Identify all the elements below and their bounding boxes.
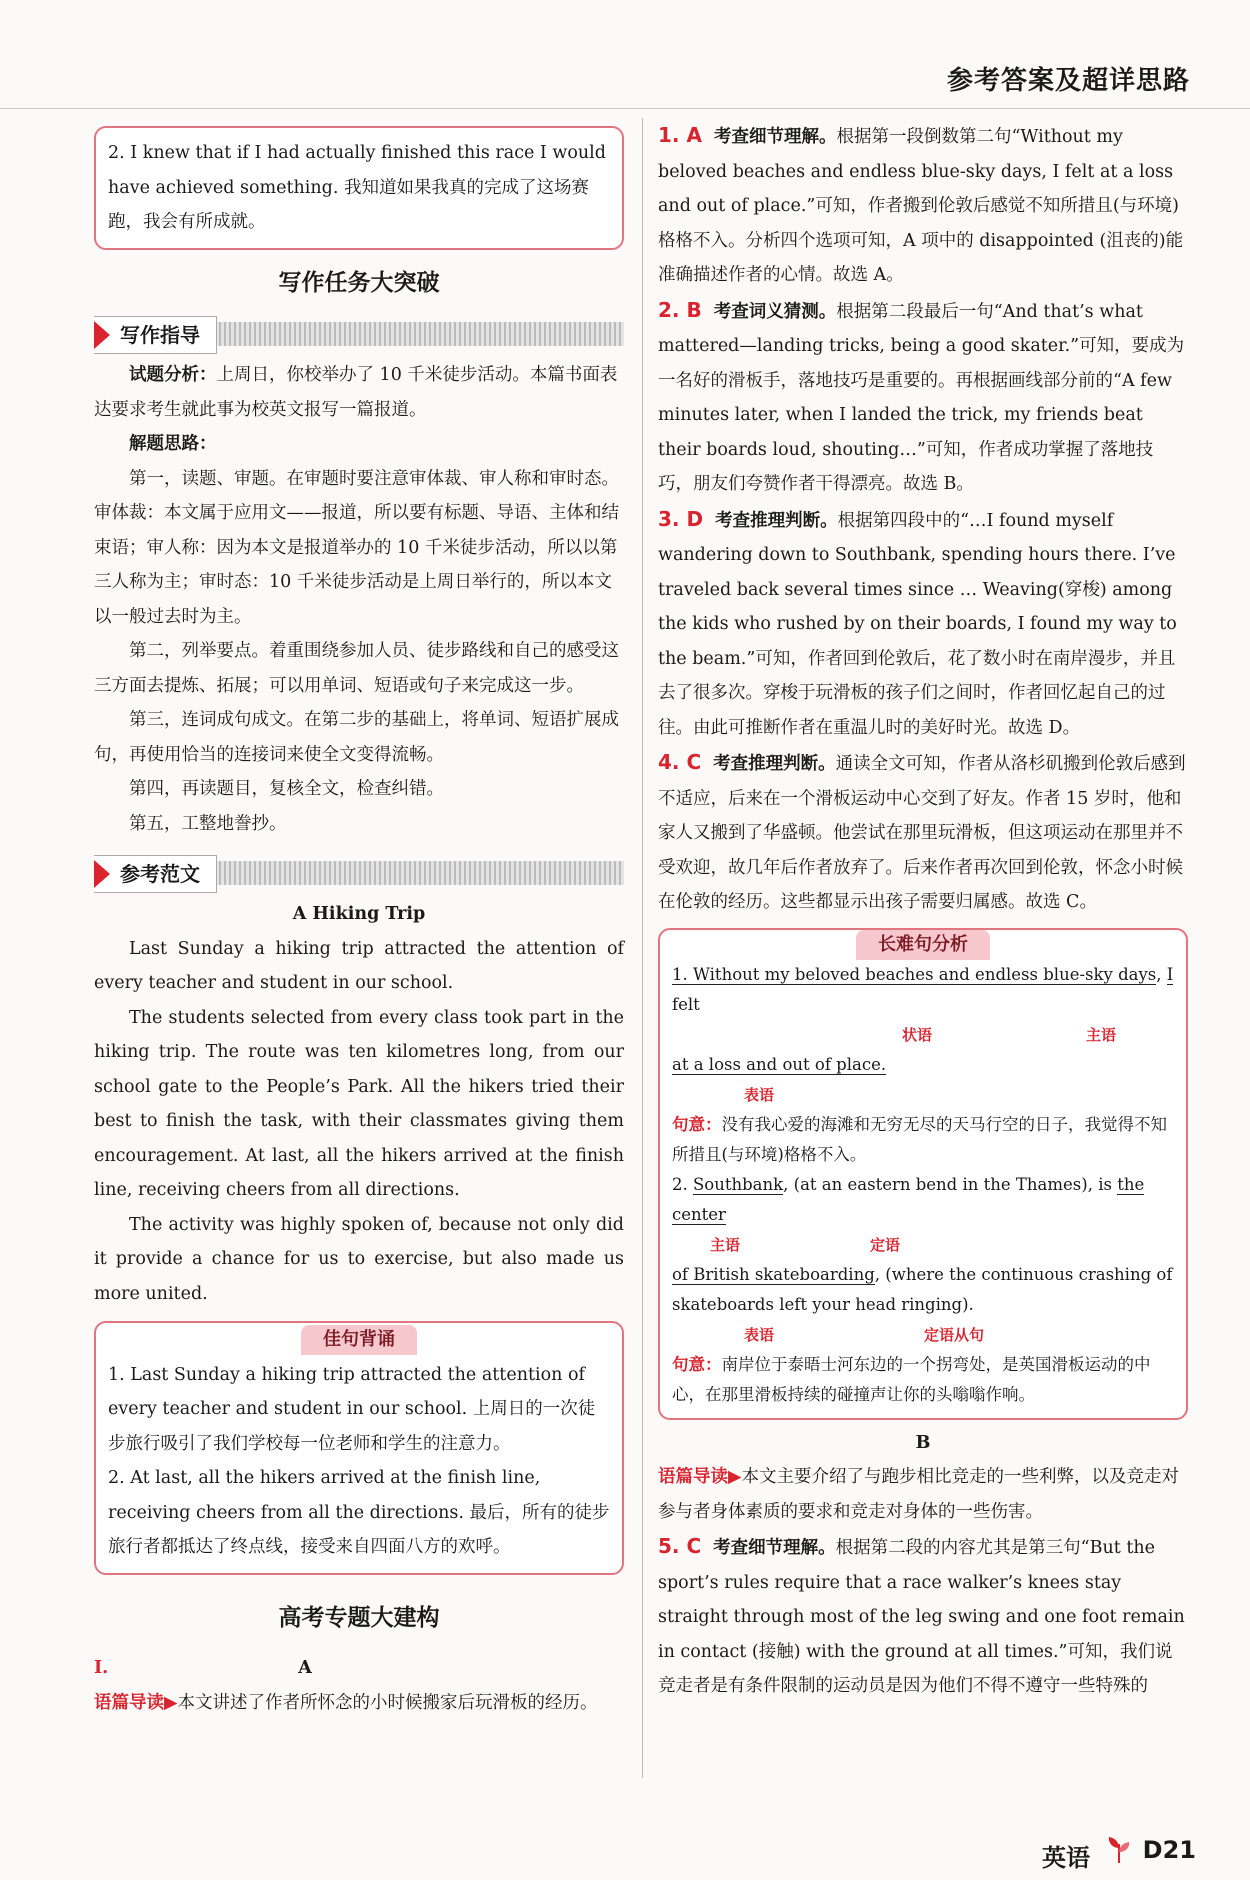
s2-ann-clause: 定语从句 bbox=[924, 1325, 985, 1344]
essay-paragraph-3: The activity was highly spoken of, because not only did it provide a chance for us to exercise, but also made us more united. bbox=[94, 1214, 624, 1304]
answer-2-tag: 考查词义猜测。 bbox=[713, 301, 837, 322]
s1-line-2 bbox=[672, 1050, 1174, 1080]
answer-3-tag: 考查推理判断。 bbox=[715, 510, 838, 531]
long-sentence-box bbox=[658, 928, 1188, 1420]
analysis-label: 试题分析： bbox=[129, 365, 217, 385]
s2-meaning-text: 南岸位于泰晤士河东边的一个拐弯处，是英国滑板运动的中心，在那里滑板持续的碰撞声让你的头嗡嗡作响。 bbox=[672, 1354, 1151, 1404]
intro-b-text: 本文主要介绍了与跑步相比竞走的一些利弊，以及竞走对参与者身体素质的要求和竞走对身体的一些伤害。 bbox=[658, 1467, 1179, 1522]
intro-a bbox=[94, 1686, 624, 1721]
s2-annotations-2 bbox=[672, 1320, 1174, 1350]
answer-3-text: 根据第四段中的“…I found myself wandering down to Southbank, spending hours there. I’ve traveled back several times since … Weaving(穿梭) among the kids who rushed by on their boards, I found my way to the beam.”可知，作者回到伦敦后，花了数小时在南岸漫步，并且去了很多次。穿梭于玩滑板的孩子们之间时，作者回忆起自己的过往。由此可推断作者在重温儿时的美好时光。故选 D。 bbox=[658, 510, 1177, 738]
section-title-gaokao: 高考专题大建构 bbox=[278, 1604, 440, 1631]
part-heading bbox=[94, 1651, 624, 1686]
step-1: 第一，读题、审题。在审题时要注意审体裁、审人称和审时态。审体裁：本文属于应用文——报道，所以要有标题、导语、主体和结束语；审人称：因为本文是报道举办的 10 千米徒步活动，所以以第三人称为主；审时态：10 千米徒步活动是上周日举行的，所以本文以一般过去时为主。 bbox=[94, 468, 619, 627]
s2-number: 2. bbox=[672, 1174, 688, 1194]
answer-2-number: 2. B bbox=[658, 297, 702, 322]
s2-meaning-label: 句意： bbox=[672, 1354, 722, 1374]
s2-ann-attr: 定语 bbox=[870, 1235, 901, 1254]
s2-pred-1: the center bbox=[672, 1174, 1145, 1224]
banner-sample bbox=[94, 855, 624, 891]
footer-page-number: D21 bbox=[1142, 1836, 1196, 1864]
step-5: 第五，工整地誊抄。 bbox=[129, 813, 287, 834]
answer-4-number: 4. C bbox=[658, 750, 702, 774]
part-roman: Ⅰ. bbox=[94, 1658, 109, 1678]
left-column bbox=[94, 126, 624, 1720]
s1-annotations-2 bbox=[672, 1080, 1174, 1110]
good-sentences-label: 佳句背诵 bbox=[301, 1325, 417, 1355]
essay-title: A Hiking Trip bbox=[292, 904, 426, 924]
intro-a-text: 本文讲述了作者所怀念的小时候搬家后玩滑板的经历。 bbox=[177, 1692, 598, 1713]
answer-4-tag: 考查推理判断。 bbox=[713, 754, 836, 774]
s1-ann-subject: 主语 bbox=[1086, 1025, 1117, 1044]
analysis-paragraph bbox=[94, 358, 624, 427]
s2-attr: , (at an eastern bend in the Thames), bbox=[783, 1174, 1099, 1194]
part-letter-a: A bbox=[298, 1658, 312, 1678]
good-sentences-box bbox=[94, 1321, 624, 1575]
s2-meaning bbox=[672, 1350, 1174, 1410]
long-sentence-label: 长难句分析 bbox=[856, 930, 990, 960]
box-sentence: 2. I knew that if I had actually finished this race I would have achieved something. 我知道如果我真的完成了这场赛跑，我会有所成就。 bbox=[108, 143, 606, 232]
right-column bbox=[658, 118, 1188, 1704]
section-title-writing: 写作任务大突破 bbox=[278, 269, 440, 296]
answer-5-text: 根据第二段的内容尤其是第三句“But the sport’s rules require that a race walker’s knees stay straight through most of the leg swing and one foot remain in contact (接触) with the ground at all times.”可知，我们说竞走者是有条件限制的运动员是因为他们不得不遵守一些特殊的 bbox=[658, 1538, 1185, 1696]
answer-3 bbox=[658, 502, 1188, 746]
step-3: 第三，连词成句成文。在第二步的基础上，将单词、短语扩展成句，再使用恰当的连接词来使全文变得流畅。 bbox=[94, 710, 619, 765]
intro-b-label: 语篇导读▶ bbox=[658, 1467, 742, 1487]
step-4: 第四，再读题目，复核全文，检查纠错。 bbox=[129, 779, 444, 799]
page-header-title: 参考答案及超详思路 bbox=[946, 66, 1190, 96]
answer-2-text: 根据第二段最后一句“And that’s what mattered—landing tricks, being a good skater.”可知，要成为一名好的滑板手，落地技巧是重要的。再根据画线部分前的“A few minutes later, when I landed the trick, my friends beat their boards loud, shouting…”可知，作者成功掌握了落地技巧，朋友们夸赞作者干得漂亮。故选 B。 bbox=[658, 301, 1185, 494]
s2-verb: is bbox=[1098, 1174, 1112, 1194]
sentence-1-line bbox=[672, 960, 1174, 1020]
banner-guide bbox=[94, 316, 624, 352]
s2-subject: Southbank bbox=[693, 1174, 784, 1194]
s1-adverbial: 1. Without my beloved beaches and endless blue-sky days bbox=[672, 964, 1157, 984]
s1-meaning-label: 句意： bbox=[672, 1114, 722, 1134]
footer-subject: 英语 bbox=[1042, 1844, 1090, 1872]
answer-2 bbox=[658, 293, 1188, 502]
answer-1-tag: 考查细节理解。 bbox=[713, 127, 837, 147]
s2-line-2 bbox=[672, 1260, 1174, 1320]
leaf-icon bbox=[1106, 1836, 1132, 1864]
intro-a-label: 语篇导读▶ bbox=[94, 1692, 178, 1713]
essay-paragraph-2: The students selected from every class took part in the hiking trip. The route was ten kilometres long, from our school gate to the People’s Park. All the hikers tried their best to finish the task, with their classmates giving them encouragement. At last, all the hikers arrived at the finish line, receiving cheers from all directions. bbox=[94, 1007, 624, 1200]
essay-paragraph-1: Last Sunday a hiking trip attracted the attention of every teacher and student in our school. bbox=[94, 938, 624, 993]
s1-meaning-text: 没有我心爱的海滩和无穷无尽的天马行空的日子，我觉得不知所措且(与环境)格格不入。 bbox=[672, 1114, 1167, 1164]
step-2: 第二，列举要点。着重围绕参加人员、徒步路线和自己的感受这三方面去提炼、拓展；可以用单词、短语或句子来完成这一步。 bbox=[94, 641, 619, 696]
s1-predicative: at a loss and out of place. bbox=[672, 1054, 887, 1074]
answer-5 bbox=[658, 1529, 1188, 1704]
answer-1-text: 根据第一段倒数第二句“Without my beloved beaches and endless blue-sky days, I felt at a loss and out of place.”可知，作者搬到伦敦后感觉不知所措且(与环境)格格不入。分析四个选项可知，A 项中的 disappointed (沮丧的)能准确描述作者的心情。故选 A。 bbox=[658, 127, 1184, 285]
answer-4-text: 通读全文可知，作者从洛杉矶搬到伦敦后感到不适应，后来在一个滑板运动中心交到了好友。作者 15 岁时，他和家人又搬到了华盛顿。他尝试在那里玩滑板，但这项运动在那里并不受欢迎，故几年后作者放弃了。后来作者再次回到伦敦，怀念小时候在伦敦的经历。这些都显示出孩子需要归属感。故选 C。 bbox=[658, 754, 1186, 912]
answer-5-number: 5. C bbox=[658, 1534, 702, 1558]
approach-label: 解题思路： bbox=[129, 434, 217, 454]
header-divider bbox=[0, 108, 1250, 109]
analysis-text: 上周日，你校举办了 10 千米徒步活动。本篇书面表达要求考生就此事为校英文报写一篇报道。 bbox=[94, 365, 618, 420]
s1-ann-predicative: 表语 bbox=[744, 1085, 775, 1104]
answer-1 bbox=[658, 118, 1188, 293]
s1-subject: I bbox=[1166, 964, 1174, 984]
answer-1-number: 1. A bbox=[658, 123, 702, 147]
column-divider bbox=[642, 118, 643, 1778]
answer-4 bbox=[658, 745, 1188, 920]
answer-5-tag: 考查细节理解。 bbox=[713, 1538, 836, 1558]
part-letter-b: B bbox=[915, 1432, 931, 1453]
intro-b bbox=[658, 1460, 1188, 1529]
good-sentence-2: 2. At last, all the hikers arrived at the finish line, receiving cheers from all the directions. 最后，所有的徒步旅行者都抵达了终点线，接受来自四面八方的欢呼。 bbox=[108, 1468, 610, 1557]
s1-verb: felt bbox=[672, 994, 700, 1014]
banner-guide-label: 写作指导 bbox=[94, 316, 217, 354]
banner-sample-label: 参考范文 bbox=[94, 855, 217, 893]
s2-pred-2: of British skateboarding bbox=[672, 1264, 875, 1284]
s2-annotations-1 bbox=[672, 1230, 1174, 1260]
s1-meaning bbox=[672, 1110, 1174, 1170]
s1-annotations-1 bbox=[672, 1020, 1174, 1050]
answer-3-number: 3. D bbox=[658, 506, 704, 531]
good-sentence-1: 1. Last Sunday a hiking trip attracted the attention of every teacher and student in our school. 上周日的一次徒步旅行吸引了我们学校每一位老师和学生的注意力。 bbox=[108, 1364, 596, 1454]
sentence-2-line bbox=[672, 1170, 1174, 1230]
s2-ann-predicative: 表语 bbox=[744, 1325, 775, 1344]
answer-box-top bbox=[94, 126, 624, 250]
s2-clause: , (where the continuous crashing of skateboards left your head ringing). bbox=[672, 1264, 1173, 1314]
s1-comma: , bbox=[1156, 964, 1162, 984]
s2-ann-subject: 主语 bbox=[710, 1235, 741, 1254]
s1-ann-adverbial: 状语 bbox=[902, 1025, 933, 1044]
